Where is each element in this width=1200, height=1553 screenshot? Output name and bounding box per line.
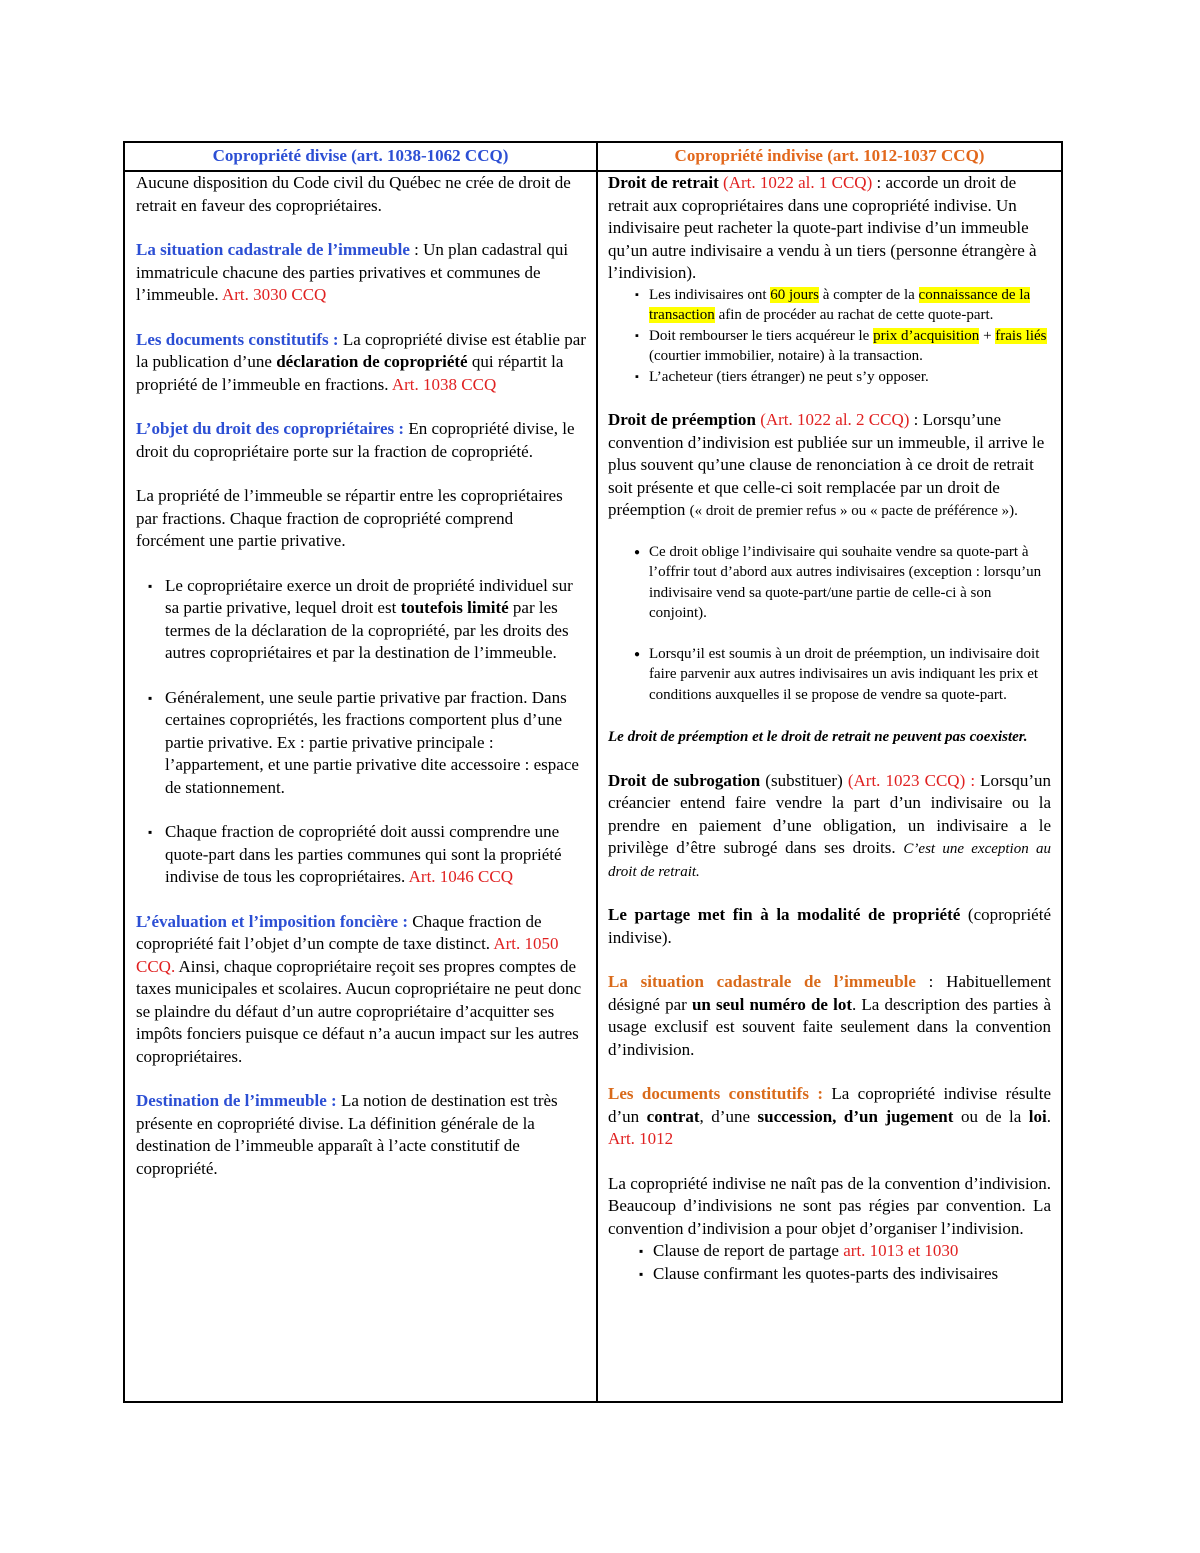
table-body-row bbox=[125, 172, 1061, 1401]
list-item: ▪ Clause confirmant les quotes-parts des indivisaires bbox=[639, 1263, 1051, 1286]
intro-paragraph: Aucune disposition du Code civil du Québec ne crée de droit de retrait en faveur des copropriétaires. bbox=[136, 173, 571, 215]
retrait-ref: (Art. 1022 al. 1 CCQ) bbox=[718, 173, 873, 192]
destination-text: La notion de destination est très présente en copropriété divise. La définition générale de la destination de l’immeuble apparaît à l’acte constitutif de copropriété. bbox=[136, 1091, 558, 1178]
retrait-b1-c: afin de procéder au rachat de cette quote-part. bbox=[714, 307, 994, 323]
cadastre-indivise-text1: Habituellement désigné par bbox=[608, 972, 1051, 1014]
retrait-b1-highlight1: 60 jours bbox=[770, 286, 819, 303]
partage-paragraph bbox=[608, 904, 1051, 949]
subrogation-text: Lorsqu’un créancier entend faire vendre la part d’un indivisaire ou la prendre en paiement d’une obligation, un indivisaire a le privilège d’être subrogé dans ses droits. bbox=[608, 770, 1051, 857]
documents-indivise-title: Les documents constitutifs : bbox=[608, 1084, 823, 1103]
column-copropriete-indivise bbox=[598, 172, 1061, 1401]
bullet3-ref: Art. 1046 CCQ bbox=[408, 867, 513, 886]
evaluation-ref: Art. 1050 CCQ. bbox=[136, 934, 559, 976]
retrait-b2-b: + bbox=[979, 327, 996, 344]
documents-text2: qui répartit la propriété de l’immeuble en fractions. bbox=[136, 352, 564, 394]
documents-indivise-text1: La copropriété indivise résulte d’un bbox=[608, 1084, 1051, 1126]
list-item: ▪ Généralement, une seule partie privative par fraction. Dans certaines copropriétés, les fractions comportent plus d’une partie privative. Ex : partie privative principale : l’appartement, et une partie privative dite accessoire : espace de stationnement. bbox=[146, 687, 586, 800]
subrogation-italic: C’est une exception au droit de retrait. bbox=[608, 841, 1051, 880]
subrogation-paragraph bbox=[608, 770, 1051, 883]
list-item bbox=[146, 821, 586, 889]
objet-title: L’objet du droit des copropriétaires : bbox=[136, 419, 405, 438]
comparison-table bbox=[123, 141, 1063, 1403]
documents-indivise-text3: ou de la bbox=[953, 1106, 1029, 1126]
documents-indivise-text2: , d’une bbox=[699, 1106, 758, 1126]
cadastre-indivise-text2: . La description des parties à usage exclusif est souvent faite seulement dans la convention d’indivision. bbox=[608, 994, 1051, 1059]
table-header-row bbox=[125, 143, 1061, 172]
retrait-b1-highlight2: connaissance de la transaction bbox=[649, 286, 1031, 323]
preemption-title: Droit de préemption bbox=[608, 410, 756, 429]
preemption-small: (« droit de premier refus » ou « pacte de préférence »). bbox=[689, 503, 1018, 519]
preemption-bullets bbox=[608, 542, 1051, 706]
cadastre-paragraph bbox=[136, 239, 586, 307]
column-copropriete-divise bbox=[125, 172, 598, 1401]
clause-bullets bbox=[608, 1240, 1051, 1285]
cadastre-indivise-sep: : bbox=[915, 972, 934, 991]
preemption-paragraph bbox=[608, 409, 1051, 522]
list-item bbox=[639, 1240, 1051, 1263]
objet-text: En copropriété divise, le droit du copropriétaire porte sur la fraction de copropriété. bbox=[136, 419, 575, 461]
documents-indivise-text4: . bbox=[1046, 1106, 1051, 1126]
list-item bbox=[635, 285, 1051, 326]
cadastre-title: La situation cadastrale de l’immeuble bbox=[136, 240, 410, 259]
documents-indivise-bold1: contrat bbox=[646, 1106, 700, 1126]
documents-ref: Art. 1038 CCQ bbox=[391, 374, 497, 394]
documents-indivise-ref: Art. 1012 bbox=[608, 1129, 674, 1148]
subrogation-title: Droit de subrogation bbox=[608, 770, 761, 790]
retrait-title: Droit de retrait bbox=[608, 173, 719, 192]
subrogation-paren: (substituer) bbox=[760, 770, 848, 790]
retrait-b2-highlight1: prix d’acquisition bbox=[873, 327, 980, 344]
retrait-b2-c: (courtier immobilier, notaire) à la transaction. bbox=[649, 348, 923, 364]
evaluation-title: L’évaluation et l’imposition foncière : bbox=[136, 911, 408, 931]
retrait-paragraph bbox=[608, 172, 1051, 285]
header-copropriete-indivise: Copropriété indivise (art. 1012-1037 CCQ) bbox=[674, 146, 985, 165]
list-item bbox=[146, 575, 586, 665]
documents-indivise-bold3: loi bbox=[1028, 1106, 1047, 1126]
retrait-text: : accorde un droit de retrait aux copropriétaires dans une copropriété indivise. Un indivisaire peut racheter la quote-part indivise d’un immeuble qu’un autre indivisaire a vendu à un tiers (personne étrangère à l’indivision). bbox=[608, 173, 1037, 282]
fraction-bullets bbox=[136, 575, 586, 889]
evaluation-text1: Chaque fraction de copropriété fait l’objet d’un compte de taxe distinct. bbox=[136, 911, 542, 953]
header-copropriete-divise: Copropriété divise (art. 1038-1062 CCQ) bbox=[125, 143, 598, 170]
documents-title: Les documents constitutifs : bbox=[136, 329, 339, 349]
objet-paragraph bbox=[136, 418, 586, 463]
preemption-text: : Lorsqu’une convention d’indivision est publiée sur un immeuble, il arrive le plus souvent qu’une clause de renonciation à ce droit de retrait soit présente et que celle-ci soit remplacée par un droit de préemption bbox=[608, 410, 1045, 519]
retrait-b2-highlight2: frais liés bbox=[995, 327, 1047, 344]
repartition-paragraph: La propriété de l’immeuble se répartir entre les copropriétaires par fractions. Chaque fraction de copropriété comprend forcément une partie privative. bbox=[136, 486, 563, 550]
cadastre-indivise-bold: un seul numéro de lot bbox=[691, 994, 853, 1014]
bullet1-text1: Le copropriétaire exerce un droit de propriété individuel sur sa partie privative, lequel droit est bbox=[165, 575, 573, 617]
cadastre-text: Un plan cadastral qui immatricule chacune des parties privatives et communes de l’immeuble. bbox=[136, 240, 569, 304]
preemption-ref: (Art. 1022 al. 2 CCQ) bbox=[755, 410, 910, 429]
documents-paragraph bbox=[136, 329, 586, 397]
retrait-bullets bbox=[608, 285, 1051, 388]
documents-text1: La copropriété divise est établie par la publication d’une bbox=[136, 329, 586, 371]
coexist-note: Le droit de préemption et le droit de retrait ne peuvent pas coexister. bbox=[608, 729, 1028, 745]
cadastre-indivise-paragraph bbox=[608, 971, 1051, 1061]
bullet3-text: Chaque fraction de copropriété doit aussi comprendre une quote-part dans les parties communes qui sont la propriété indivise de tous les copropriétaires. bbox=[165, 822, 562, 886]
retrait-b2-a: Doit rembourser le tiers acquéreur le bbox=[649, 327, 874, 344]
list-item: ● Lorsqu’il est soumis à un droit de préemption, un indivisaire doit faire parvenir aux autres indivisaires un avis indiquant les prix et conditions auxquelles il se propose de vendre sa quote-part. bbox=[634, 644, 1051, 706]
clause1-text: Clause de report de partage bbox=[653, 1241, 844, 1260]
documents-indivise-bold2: succession, d’un jugement bbox=[757, 1106, 954, 1126]
partage-text: (copropriété indivise). bbox=[608, 905, 1051, 947]
list-item: ▪ L’acheteur (tiers étranger) ne peut s’y opposer. bbox=[635, 367, 1051, 388]
destination-paragraph bbox=[136, 1090, 586, 1180]
partage-bold: Le partage met fin à la modalité de propriété bbox=[608, 905, 961, 924]
clause1-ref: art. 1013 et 1030 bbox=[843, 1241, 959, 1260]
list-item bbox=[635, 326, 1051, 367]
retrait-b1-b: à compter de la bbox=[818, 286, 919, 303]
cadastre-ref: Art. 3030 CCQ bbox=[221, 285, 327, 304]
evaluation-text2: Ainsi, chaque copropriétaire reçoit ses propres comptes de taxes municipales et scolaires. Aucun copropriétaire ne peut donc se plaindre du défaut d’un autre copropriétaire d’acquitter ses impôts fonciers puisque ce défaut n’a aucun impact sur les autres copropriétaires. bbox=[136, 956, 582, 1066]
destination-title: Destination de l’immeuble : bbox=[136, 1091, 337, 1110]
cadastre-sep: : bbox=[409, 240, 424, 259]
documents-indivise-paragraph bbox=[608, 1083, 1051, 1151]
list-item: ● Ce droit oblige l’indivisaire qui souhaite vendre sa quote-part à l’offrir tout d’abord aux autres indivisaires (exception : lorsqu’un indivisaire vend sa quote-part/une partie de celle-ci à son conjoint). bbox=[634, 542, 1051, 624]
evaluation-paragraph bbox=[136, 911, 586, 1069]
convention-paragraph: La copropriété indivise ne naît pas de la convention d’indivision. Beaucoup d’indivisions ne sont pas régies par convention. La convention d’indivision a pour objet d’organiser l’indivision. bbox=[608, 1173, 1051, 1238]
retrait-b1-a: Les indivisaires ont bbox=[649, 286, 771, 303]
cadastre-indivise-title: La situation cadastrale de l’immeuble bbox=[608, 972, 916, 991]
documents-bold: déclaration de copropriété bbox=[276, 352, 468, 371]
bullet1-bold: toutefois limité bbox=[400, 598, 509, 617]
bullet1-text2: par les termes de la déclaration de la copropriété, par les droits des autres copropriétaires et par la destination de l’immeuble. bbox=[165, 598, 569, 662]
subrogation-ref: (Art. 1023 CCQ) : bbox=[847, 770, 976, 790]
